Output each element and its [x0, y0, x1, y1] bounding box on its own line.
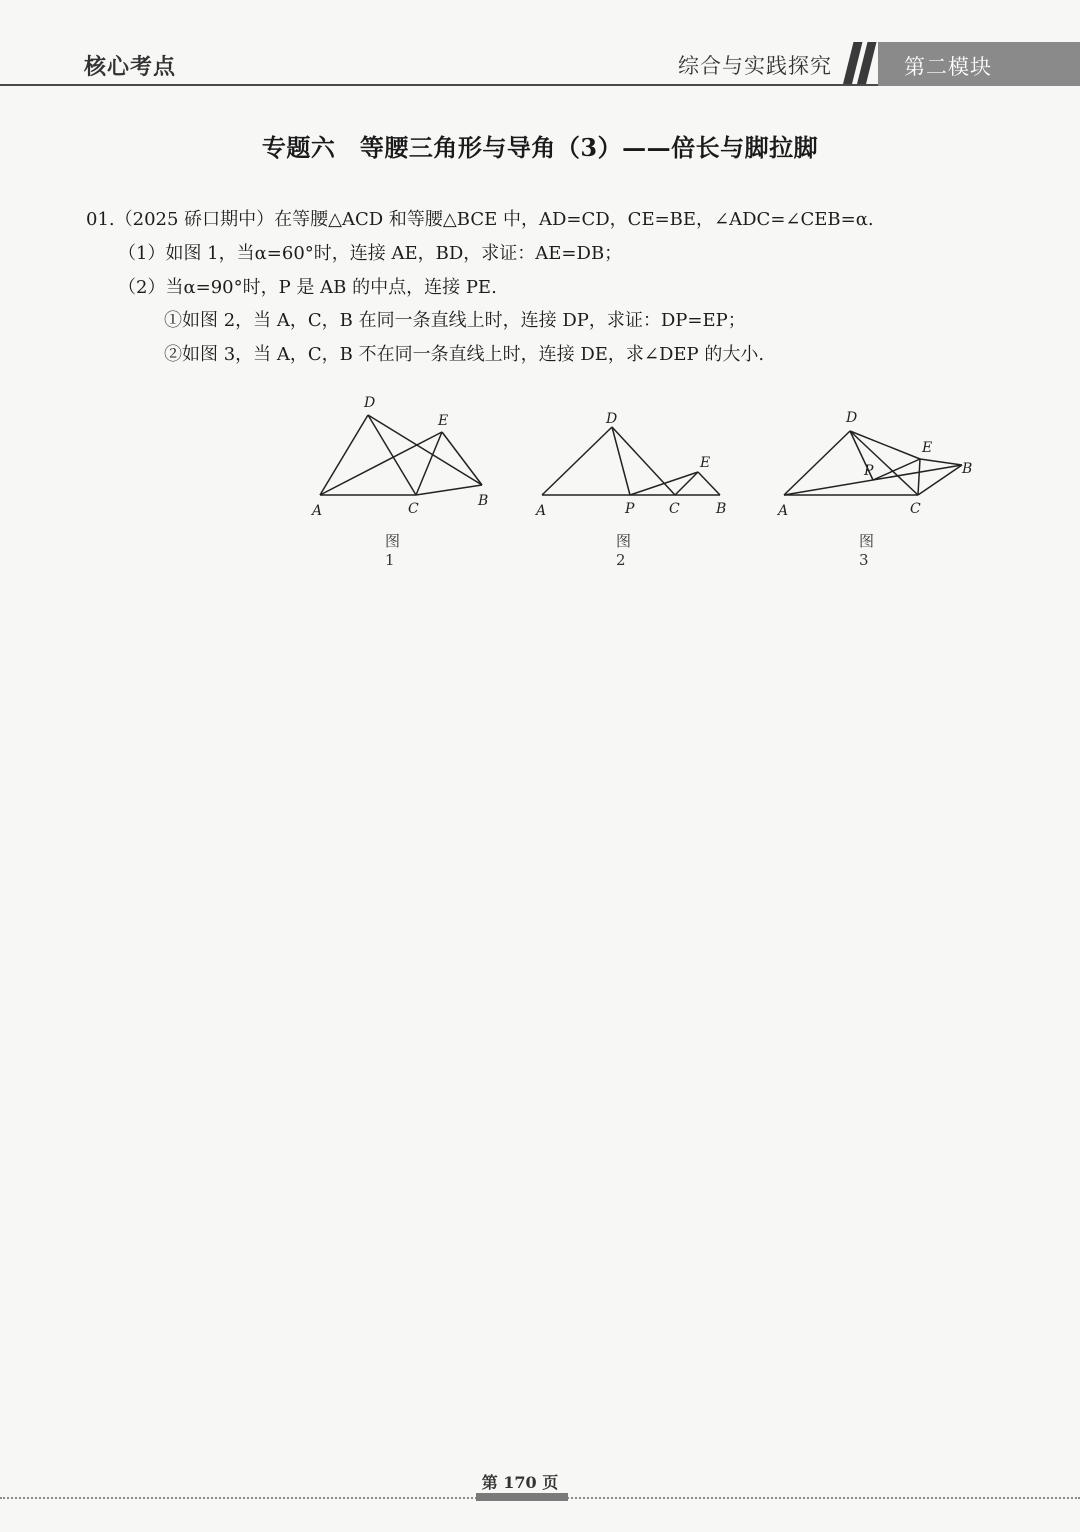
- figure-2-diagram: [530, 385, 740, 525]
- problem-part-2-sub-1: ①如图 2，当 A，C，B 在同一条直线上时，连接 DP，求证：DP=EP；: [164, 310, 746, 331]
- problem-part-2: （2）当α=90°时，P 是 AB 的中点，连接 PE.: [118, 277, 497, 298]
- fig2-label-P: P: [625, 501, 635, 517]
- fig3-label-D: D: [846, 410, 858, 426]
- fig1-label-D: D: [364, 395, 376, 411]
- fig3-label-E: E: [922, 440, 933, 456]
- problem-stem: 01.（2025 硚口期中）在等腰△ACD 和等腰△BCE 中，AD=CD，CE=BE，∠ADC=∠CEB=α.: [86, 209, 874, 230]
- fig1-label-E: E: [438, 413, 449, 429]
- figure-2-caption: 图 2: [616, 532, 632, 569]
- figure-1-diagram: [300, 385, 500, 525]
- figure-1-caption: 图 1: [385, 532, 401, 569]
- fig3-label-B: B: [962, 461, 973, 477]
- fig2-label-E: E: [700, 455, 711, 471]
- figure-3-diagram: [772, 385, 992, 525]
- fig2-label-B: B: [716, 501, 727, 517]
- fig3-label-C: C: [910, 501, 921, 517]
- fig2-label-C: C: [669, 501, 680, 517]
- header-section-title: 核心考点: [84, 55, 177, 80]
- problem-part-2-sub-2: ②如图 3，当 A，C，B 不在同一条直线上时，连接 DE，求∠DEP 的大小.: [164, 344, 765, 365]
- fig2-label-D: D: [606, 411, 618, 427]
- header-module-box: [878, 42, 1080, 86]
- header-topic: 综合与实践探究: [678, 54, 832, 78]
- fig2-label-A: A: [536, 503, 547, 519]
- page-title: 专题六 等腰三角形与导角（3）——倍长与脚拉脚: [261, 133, 819, 162]
- footer-bar-decoration: [476, 1493, 568, 1501]
- fig1-label-C: C: [408, 501, 419, 517]
- fig3-label-A: A: [778, 503, 789, 519]
- fig3-label-P: P: [864, 463, 874, 479]
- header-rule: [0, 84, 878, 86]
- figure-3-caption: 图 3: [859, 532, 875, 569]
- problem-part-1: （1）如图 1，当α=60°时，连接 AE，BD，求证：AE=DB；: [118, 243, 623, 264]
- page-number: 第 170 页: [481, 1473, 559, 1492]
- fig1-label-B: B: [478, 493, 489, 509]
- fig1-label-A: A: [312, 503, 323, 519]
- header-module-label: 第二模块: [904, 55, 992, 79]
